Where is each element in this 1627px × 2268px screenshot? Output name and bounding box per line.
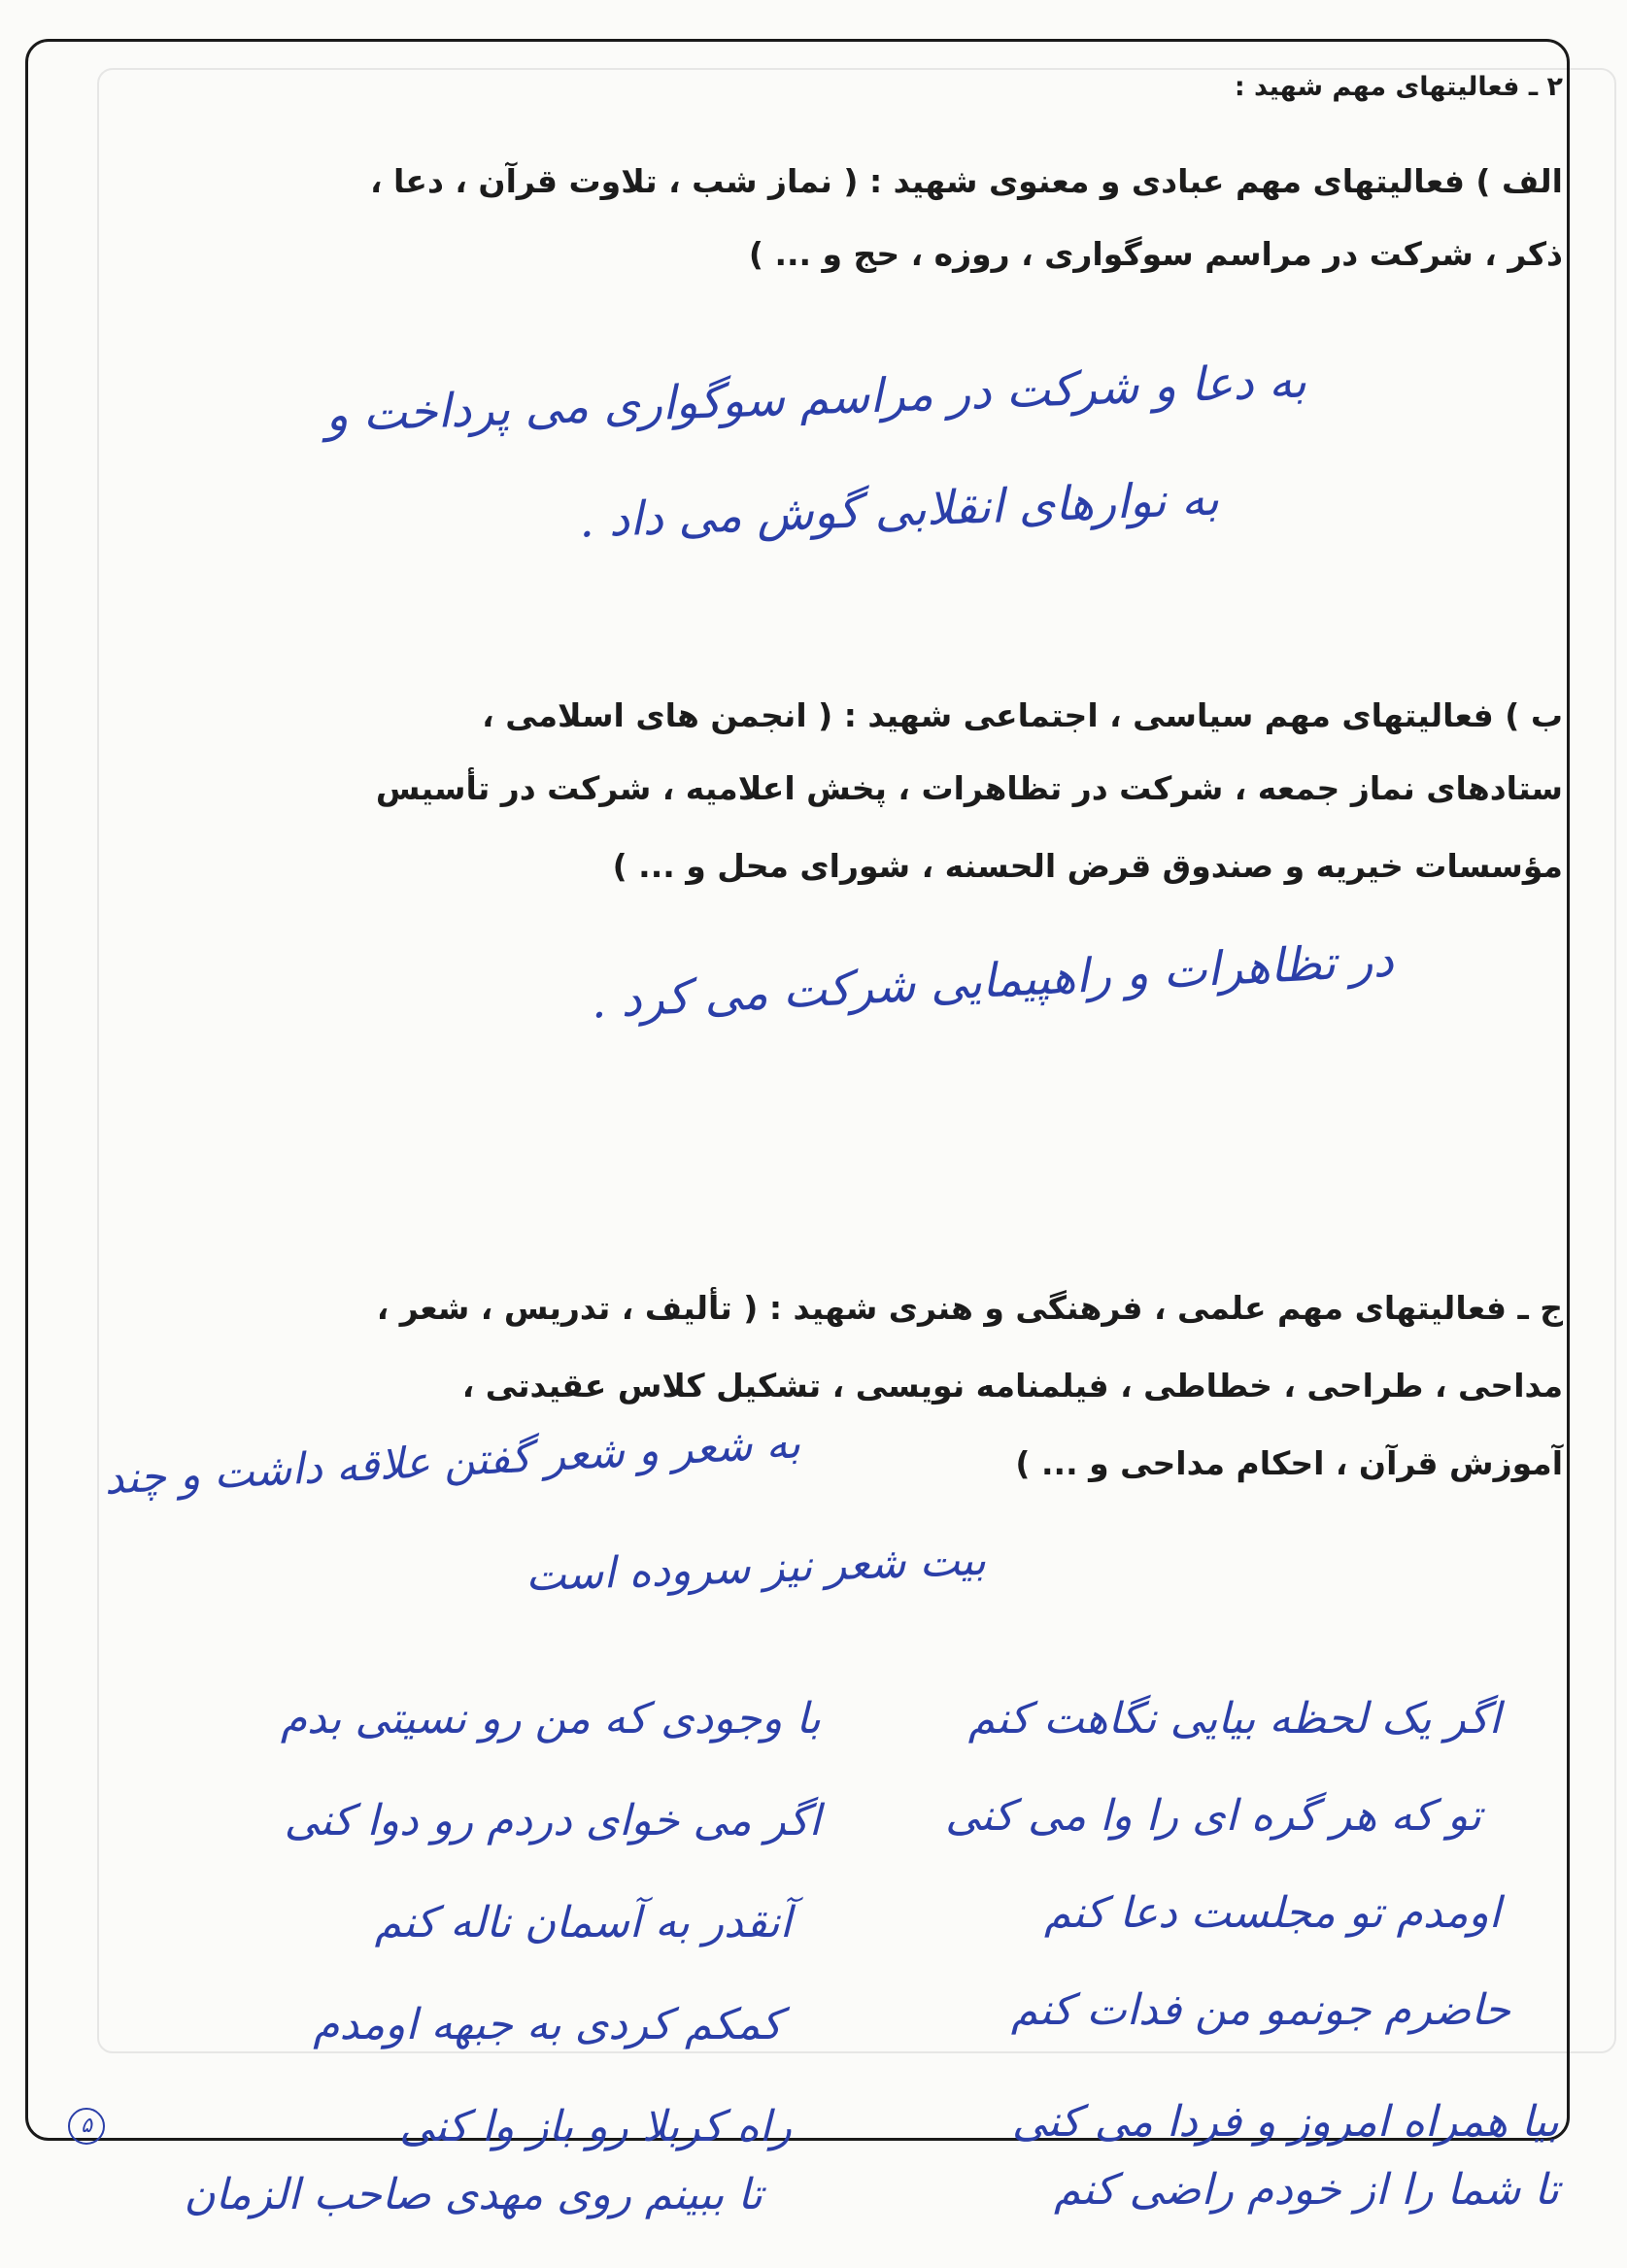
poem-right-line-3: اومدم تو مجلست دعا کنم bbox=[1043, 1888, 1501, 1938]
poem-right-line-4: حاضرم جونمو من فدات کنم bbox=[1010, 1985, 1510, 2035]
poem-right-line-1: اگر یک لحظه بیایی نگاهت کنم bbox=[967, 1694, 1501, 1743]
part-b-line-3: مؤسسات خیریه و صندوق قرض الحسنه ، شورای محل و ... ) bbox=[612, 847, 1563, 885]
poem-left-line-2: اگر می خوای دردم رو دوا کنی bbox=[284, 1796, 821, 1845]
poem-right-line-2: تو که هر گره ای را وا می کنی bbox=[945, 1791, 1481, 1841]
part-c-answer-next: بیت شعر نیز سروده است bbox=[525, 1535, 987, 1602]
part-a-line-1: الف ) فعالیتهای مهم عبادی و معنوی شهید : ( نماز شب ، تلاوت قرآن ، دعا ، bbox=[370, 162, 1563, 200]
page-number: ۵ bbox=[68, 2108, 105, 2145]
part-c-line-3: آموزش قرآن ، احکام مداحی و ... ) bbox=[1015, 1444, 1563, 1482]
part-a-line-2: ذکر ، شرکت در مراسم سوگواری ، روزه ، حج و ... ) bbox=[748, 235, 1563, 273]
part-b-answer: در تظاهرات و راهپیمایی شرکت می کرد . bbox=[589, 932, 1395, 1030]
part-b-line-2: ستادهای نماز جمعه ، شرکت در تظاهرات ، پخش اعلامیه ، شرکت در تأسیس bbox=[375, 769, 1563, 807]
part-c-line-1: ج ـ فعالیتهای مهم علمی ، فرهنگی و هنری شهید : ( تألیف ، تدریس ، شعر ، bbox=[376, 1289, 1563, 1327]
part-a-answer-line-1: به دعا و شرکت در مراسم سوگواری می پرداخت و bbox=[324, 354, 1307, 443]
part-c-answer-inline: به شعر و شعر گفتن علاقه داشت و چند bbox=[103, 1418, 802, 1505]
section-heading: ۲ ـ فعالیتهای مهم شهید : bbox=[1234, 72, 1563, 102]
part-c-line-2: مداحی ، طراحی ، خطاطی ، فیلمنامه نویسی ، تشکیل کلاس عقیدتی ، bbox=[461, 1367, 1563, 1405]
poem-left-line-1: با وجودی که من رو نسیتی بدم bbox=[280, 1694, 821, 1743]
part-a-answer-line-2: به نوارهای انقلابی گوش می داد . bbox=[578, 471, 1220, 549]
poem-left-line-6: تا ببینم روی مهدی صاحب الزمان bbox=[184, 2170, 763, 2219]
poem-left-line-4: کمکم کردی به جبهه اومدم bbox=[313, 2000, 782, 2049]
part-b-line-1: ب ) فعالیتهای مهم سیاسی ، اجتماعی شهید : ( انجمن های اسلامی ، bbox=[482, 696, 1563, 734]
poem-left-line-5: راه کربلا رو باز وا کنی bbox=[399, 2102, 792, 2151]
poem-left-line-3: آنقدر به آسمان ناله کنم bbox=[374, 1898, 792, 1947]
poem-right-line-5: بیا همراه امروز و فردا می کنی bbox=[1011, 2097, 1559, 2147]
poem-right-line-6: تا شما را از خودم راضی کنم bbox=[1053, 2165, 1559, 2215]
